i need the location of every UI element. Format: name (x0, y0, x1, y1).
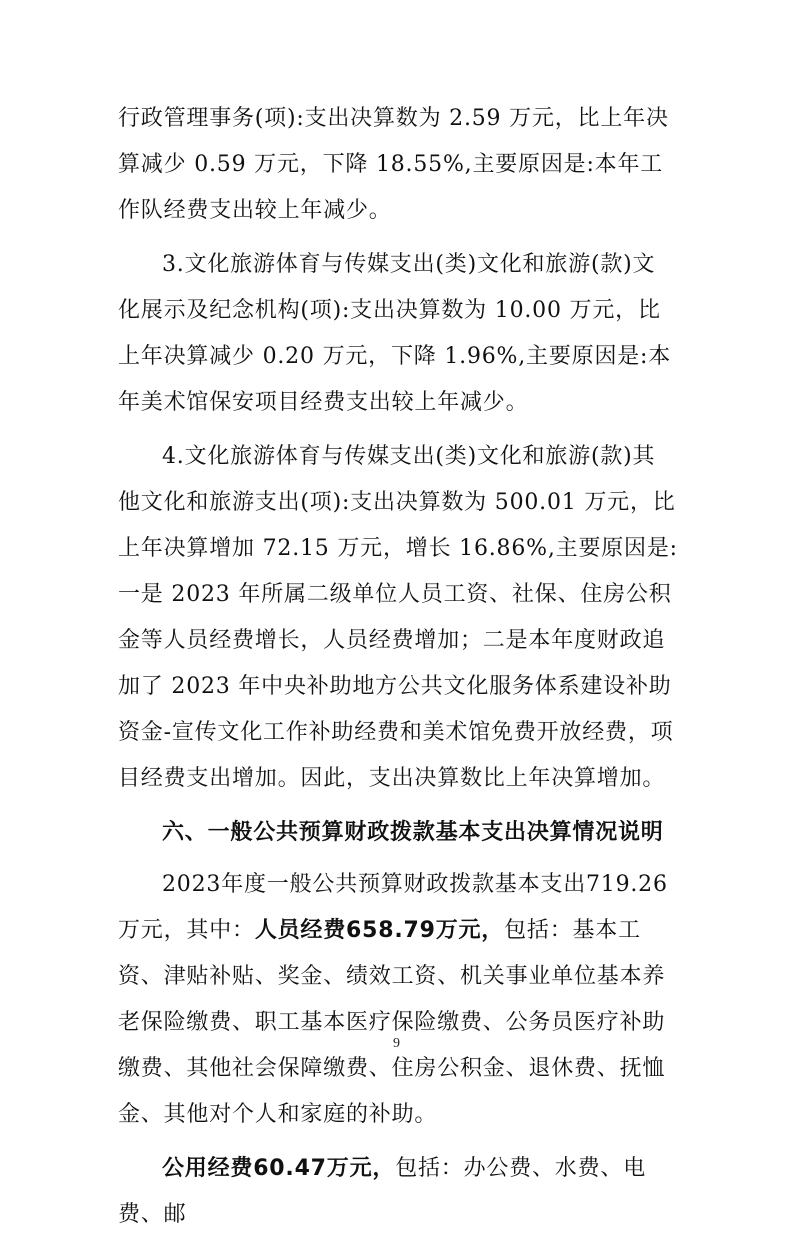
paragraph-admin-affairs: 行政管理事务(项):支出决算数为 2.59 万元，比上年决算减少 0.59 万元，下降 18.55%,主要原因是:本年工作队经费支出较上年减少。 (118, 106, 669, 223)
personnel-prefix: 其中： (186, 918, 255, 943)
page-number: 9 (393, 1036, 400, 1051)
public-expense-details: 包括：办公费、水费、电费、邮 (118, 1156, 647, 1227)
document-body (118, 96, 678, 1246)
personnel-expense-details: 包括：基本工资、津贴补贴、奖金、绩效工资、机关事业单位基本养老保险缴费、职工基本医疗保险缴费、公务员医疗补助缴费、其他社会保障缴费、住房公积金、退休费、抚恤金、其他对个人和家庭的补助。 (118, 918, 666, 1127)
paragraph-basic-expenditure-summary (118, 862, 678, 1138)
paragraph-other-culture-tourism: 4.文化旅游体育与传媒支出(类)文化和旅游(款)其他文化和旅游支出(项):支出决算数为 500.01 万元，比上年决算增加 72.15 万元，增长 16.86%,主要原因是:一是 2023 年所属二级单位人员工资、社保、住房公积金等人员经费增长，人员经费增加；二是本年度财政追加了 2023 年中央补助地方公共文化服务体系建设补助资金-宣传文化工作补助经费和美术馆免费开放经费，项目经费支出增加。因此，支出决算数比上年决算增加。 (118, 444, 678, 791)
personnel-expense-highlight: 人员经费658.79万元， (254, 918, 505, 943)
public-expense-highlight: 公用经费60.47万元， (162, 1156, 396, 1181)
section-heading: 六、一般公共预算财政拨款基本支出决算情况说明 (162, 820, 664, 845)
paragraph-cultural-display: 3.文化旅游体育与传媒支出(类)文化和旅游(款)文化展示及纪念机构(项):支出决算数为 10.00 万元，比上年决算减少 0.20 万元，下降 1.96%,主要原因是:本年美术馆保安项目经费支出较上年减少。 (118, 252, 672, 415)
paragraph-public-expense (118, 1146, 678, 1238)
summary-text: 2023年度一般公共预算财政拨款基本支出719.26万元， (118, 872, 668, 943)
